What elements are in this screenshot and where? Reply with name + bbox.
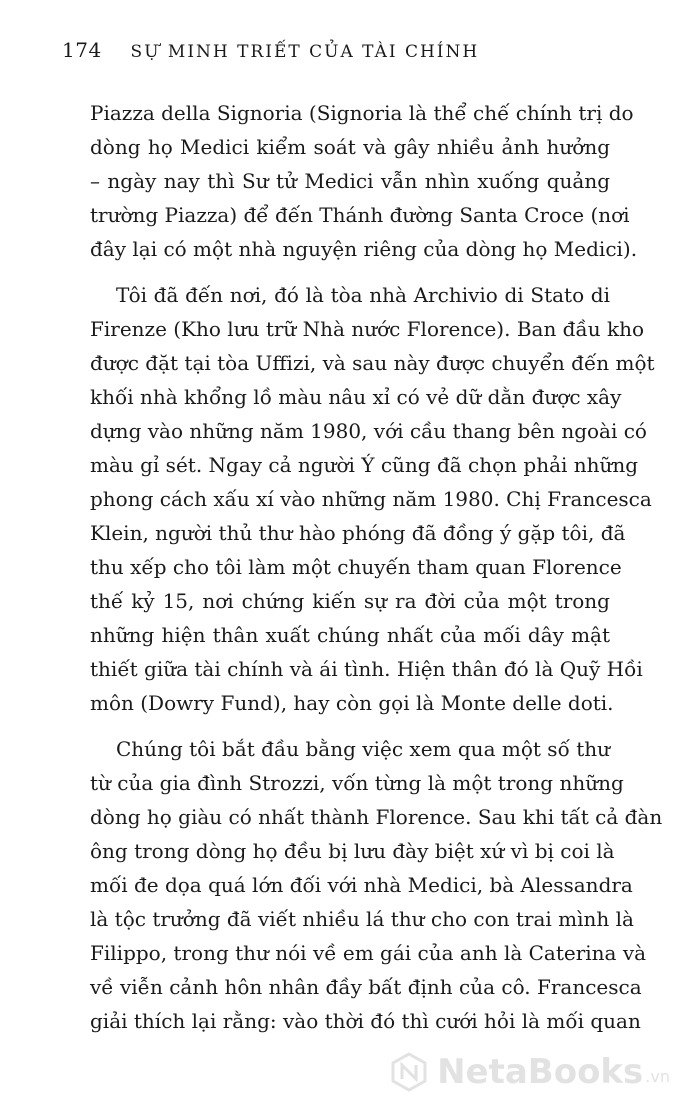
text-line: trường Piazza) để đến Thánh đường Santa Croce (nơi: [90, 203, 630, 227]
netabooks-watermark: [389, 1052, 670, 1092]
netabooks-logo-icon: [389, 1052, 429, 1092]
paragraph-1: [90, 96, 638, 266]
text-line: thiết giữa tài chính và ái tình. Hiện thân đó là Quỹ Hồi: [90, 657, 643, 681]
text-line: những hiện thân xuất chúng nhất của mối dây mật: [90, 623, 610, 647]
text-line: mối đe dọa quá lớn đối với nhà Medici, bà Alessandra: [90, 873, 633, 897]
text-line: ông trong dòng họ đều bị lưu đày biệt xứ vì bị coi là: [90, 839, 615, 863]
text-line: đây lại có một nhà nguyện riêng của dòng họ Medici).: [90, 237, 638, 261]
text-line: được đặt tại tòa Uffizi, và sau này được chuyển đến một: [90, 351, 655, 375]
paragraph-3: [90, 732, 663, 1038]
paragraph-2: [90, 278, 655, 720]
text-line: môn (Dowry Fund), hay còn gọi là Monte delle doti.: [90, 691, 614, 715]
text-line: Firenze (Kho lưu trữ Nhà nước Florence). Ban đầu kho: [90, 317, 645, 341]
text-line: phong cách xấu xí vào những năm 1980. Chị Francesca: [90, 487, 652, 511]
text-line: Klein, người thủ thư hào phóng đã đồng ý gặp tôi, đã: [90, 521, 626, 545]
page-number: 174: [62, 38, 102, 62]
watermark-brand: NetaBooks: [437, 1052, 644, 1092]
text-line: dòng họ giàu có nhất thành Florence. Sau khi tất cả đàn: [90, 805, 663, 829]
text-line: Tôi đã đến nơi, đó là tòa nhà Archivio di Stato di: [116, 283, 610, 307]
text-line: Filippo, trong thư nói về em gái của anh là Caterina và: [90, 941, 647, 965]
body-text: [90, 96, 663, 1038]
running-title: SỰ MINH TRIẾT CỦA TÀI CHÍNH: [130, 42, 480, 62]
text-line: giải thích lại rằng: vào thời đó thì cưới hỏi là mối quan: [90, 1009, 641, 1033]
text-line: màu gỉ sét. Ngay cả người Ý cũng đã chọn phải những: [90, 453, 639, 477]
text-line: là tộc trưởng đã viết nhiều lá thư cho con trai mình là: [90, 907, 634, 931]
running-header: [62, 38, 479, 62]
text-line: từ của gia đình Strozzi, vốn từng là một trong những: [90, 771, 624, 795]
text-line: thu xếp cho tôi làm một chuyến tham quan Florence: [90, 555, 622, 579]
text-line: thế kỷ 15, nơi chứng kiến sự ra đời của một trong: [90, 589, 610, 613]
text-line: dòng họ Medici kiểm soát và gây nhiều ảnh hưởng: [90, 135, 610, 159]
text-line: Piazza della Signoria (Signoria là thể chế chính trị do: [90, 101, 634, 125]
watermark-suffix: .vn: [645, 1067, 670, 1086]
text-line: dựng vào những năm 1980, với cầu thang bên ngoài có: [90, 419, 647, 443]
text-line: khối nhà khổng lồ màu nâu xỉ có vẻ dữ dằn được xây: [90, 385, 622, 409]
text-line: về viễn cảnh hôn nhân đầy bất định của cô. Francesca: [90, 975, 642, 999]
text-line: – ngày nay thì Sư tử Medici vẫn nhìn xuống quảng: [90, 169, 610, 193]
text-line: Chúng tôi bắt đầu bằng việc xem qua một số thư: [116, 737, 610, 761]
